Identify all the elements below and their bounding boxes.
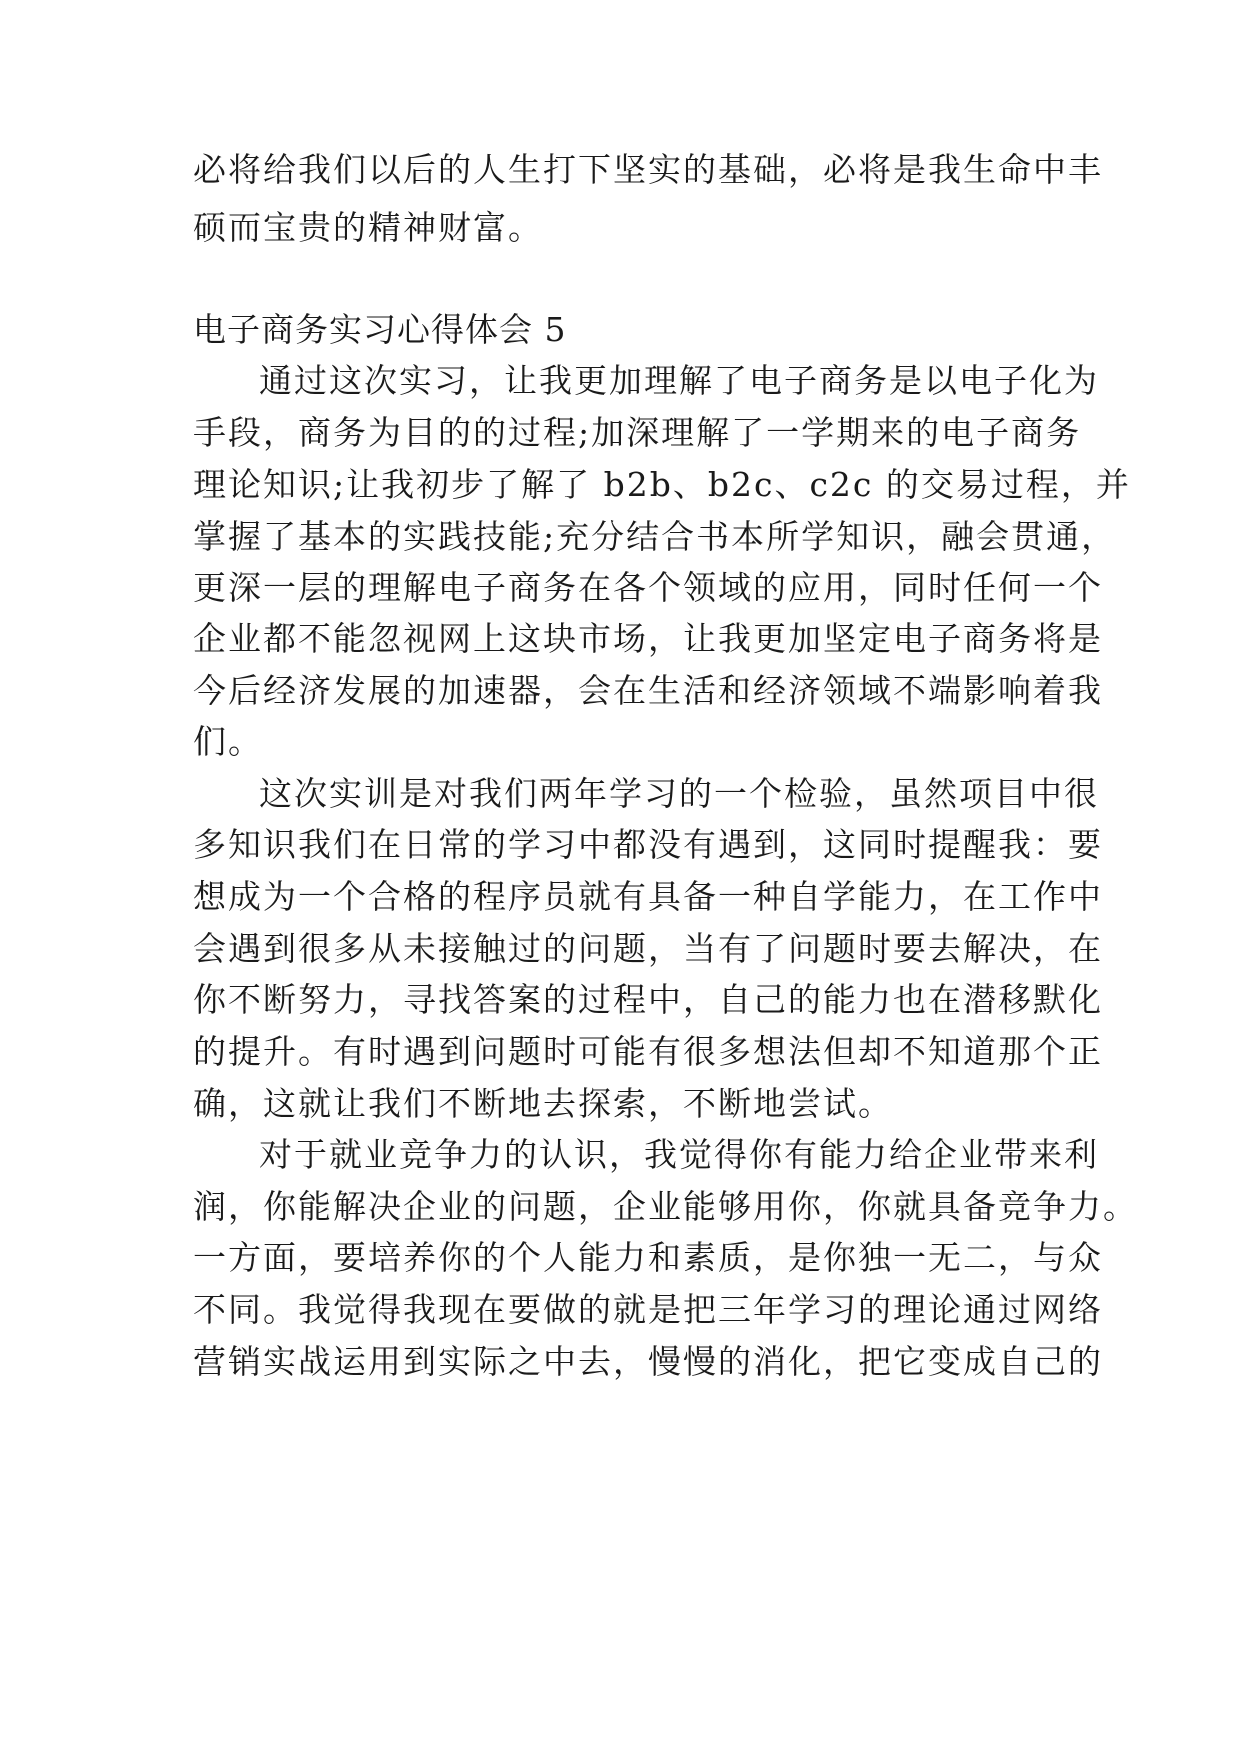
paragraph2-line-3: 想成为一个合格的程序员就有具备一种自学能力，在工作中 <box>193 877 1103 916</box>
paragraph1-line-7: 今后经济发展的加速器，会在生活和经济领域不端影响着我 <box>193 671 1103 710</box>
paragraph3-line-1: 对于就业竞争力的认识，我觉得你有能力给企业带来利 <box>259 1135 1099 1174</box>
paragraph2-line-4: 会遇到很多从未接触过的问题，当有了问题时要去解决，在 <box>193 929 1103 968</box>
section-title: 电子商务实习心得体会 5 <box>193 310 567 349</box>
intro-line-2: 硕而宝贵的精神财富。 <box>193 208 543 247</box>
intro-line-1: 必将给我们以后的人生打下坚实的基础，必将是我生命中丰 <box>193 150 1103 189</box>
paragraph1-line-2: 手段，商务为目的的过程;加深理解了一学期来的电子商务 <box>193 413 1082 452</box>
paragraph2-line-5: 你不断努力，寻找答案的过程中，自己的能力也在潜移默化 <box>193 980 1103 1019</box>
paragraph2-line-1: 这次实训是对我们两年学习的一个检验，虽然项目中很 <box>259 774 1099 813</box>
paragraph3-line-3: 一方面，要培养你的个人能力和素质，是你独一无二，与众 <box>193 1238 1103 1277</box>
paragraph1-line-5: 更深一层的理解电子商务在各个领域的应用，同时任何一个 <box>193 568 1103 607</box>
paragraph2-line-6: 的提升。有时遇到问题时可能有很多想法但却不知道那个正 <box>193 1032 1103 1071</box>
paragraph3-line-4: 不同。我觉得我现在要做的就是把三年学习的理论通过网络 <box>193 1290 1103 1329</box>
paragraph1-line-8: 们。 <box>193 722 263 761</box>
paragraph3-line-2: 润，你能解决企业的问题，企业能够用你，你就具备竞争力。 <box>193 1187 1138 1226</box>
paragraph2-line-2: 多知识我们在日常的学习中都没有遇到，这同时提醒我：要 <box>193 825 1103 864</box>
paragraph1-line-3: 理论知识;让我初步了解了 b2b、b2c、c2c 的交易过程，并 <box>193 465 1131 504</box>
paragraph1-line-1: 通过这次实习，让我更加理解了电子商务是以电子化为 <box>259 361 1099 400</box>
paragraph3-line-5: 营销实战运用到实际之中去，慢慢的消化，把它变成自己的 <box>193 1342 1103 1381</box>
paragraph1-line-6: 企业都不能忽视网上这块市场，让我更加坚定电子商务将是 <box>193 619 1103 658</box>
paragraph1-line-4: 掌握了基本的实践技能;充分结合书本所学知识，融会贯通， <box>193 517 1117 556</box>
paragraph2-line-7: 确，这就让我们不断地去探索，不断地尝试。 <box>193 1084 893 1123</box>
